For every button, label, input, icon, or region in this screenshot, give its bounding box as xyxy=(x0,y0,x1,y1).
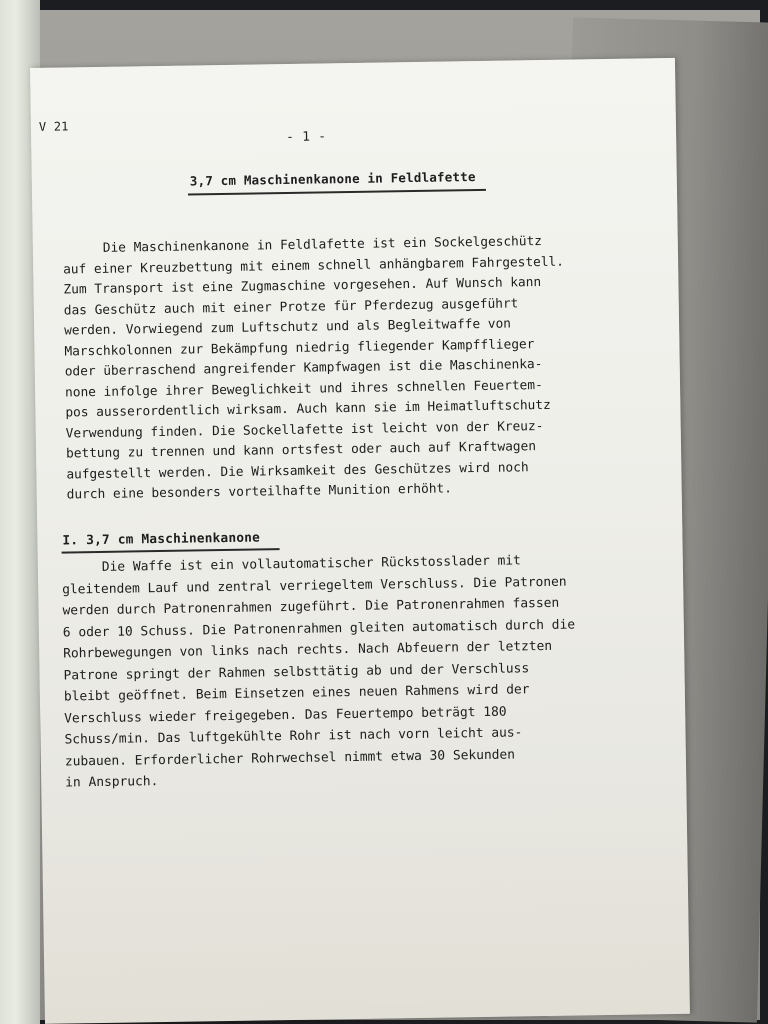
intro-paragraph xyxy=(63,231,627,506)
text-line: oder überraschend angreifender Kampfwagen ist die Maschinenka- xyxy=(64,356,543,380)
text-line: Verwendung finden. Die Sockellafette ist leicht von der Kreuz- xyxy=(65,418,544,441)
text-line: das Geschütz auch mit einer Protze für Pferdezug ausgeführt xyxy=(63,295,519,318)
text-line: bettung zu trennen und kann ortsfest oder auch auf Kraftwagen xyxy=(65,439,537,462)
document-page xyxy=(30,58,690,1024)
text-line: werden durch Patronenrahmen zugeführt. Die Patronenrahmen fassen xyxy=(62,595,560,619)
text-line: in Anspruch. xyxy=(65,774,159,791)
text-line: Die Waffe ist ein vollautomatischer Rückstosslader mit xyxy=(101,553,522,575)
text-line: werden. Vorwiegend zum Luftschutz und als Begleitwaffe von xyxy=(64,316,512,339)
text-line: pos ausserordentlich wirksam. Auch kann sie im Heimatluftschutz xyxy=(65,397,551,421)
text-line: bleibt geöffnet. Beim Einsetzen eines neuen Rahmens wird der xyxy=(63,682,530,705)
text-line: none infolge ihrer Beweglichkeit und ihres schnellen Feuertem- xyxy=(64,377,543,400)
text-line: zubauen. Erforderlicher Rohrwechsel nimmt etwa 30 Sekunden xyxy=(64,746,516,770)
section-underline xyxy=(62,548,280,553)
text-line: Zum Transport ist eine Zugmaschine vorgesehen. Auf Wunsch kann xyxy=(63,274,542,298)
text-line: Rohrbewegungen von links nach rechts. Nach Abfeuern der letzten xyxy=(63,638,553,662)
title-underline xyxy=(188,189,486,196)
page-number: - 1 - xyxy=(286,129,327,145)
section-title: I. 3,7 cm Maschinenkanone xyxy=(62,530,261,549)
text-line: aufgestellt werden. Die Wirksamkeit des Geschützes wird noch xyxy=(66,459,529,482)
text-line: auf einer Kreuzbettung mit einem schnell anhängbarem Fahrgestell. xyxy=(63,254,565,278)
text-line: Patrone springt der Rahmen selbsttätig ab und der Verschluss xyxy=(63,660,530,684)
text-line: Marschkolonnen zur Bekämpfung niedrig fliegender Kampfflieger xyxy=(64,336,535,359)
section-paragraph xyxy=(62,549,626,794)
document-title: 3,7 cm Maschinenkanone in Feldlafette xyxy=(189,169,476,189)
text-line: Schuss/min. Das luftgekühlte Rohr ist nach vorn leicht aus- xyxy=(64,725,523,748)
text-line: gleitendem Lauf und zentral verriegeltem Verschluss. Die Patronen xyxy=(62,574,567,598)
text-line: Verschluss wieder freigegeben. Das Feuertempo beträgt 180 xyxy=(64,704,507,727)
text-line: durch eine besonders vorteilhafte Munition erhöht. xyxy=(66,481,453,503)
text-line: 6 oder 10 Schuss. Die Patronenrahmen gleiten automatisch durch die xyxy=(62,617,576,641)
reference-code: V 21 xyxy=(38,119,69,134)
text-line: Die Maschinenkanone in Feldlafette ist ein Sockelgeschütz xyxy=(102,233,543,256)
